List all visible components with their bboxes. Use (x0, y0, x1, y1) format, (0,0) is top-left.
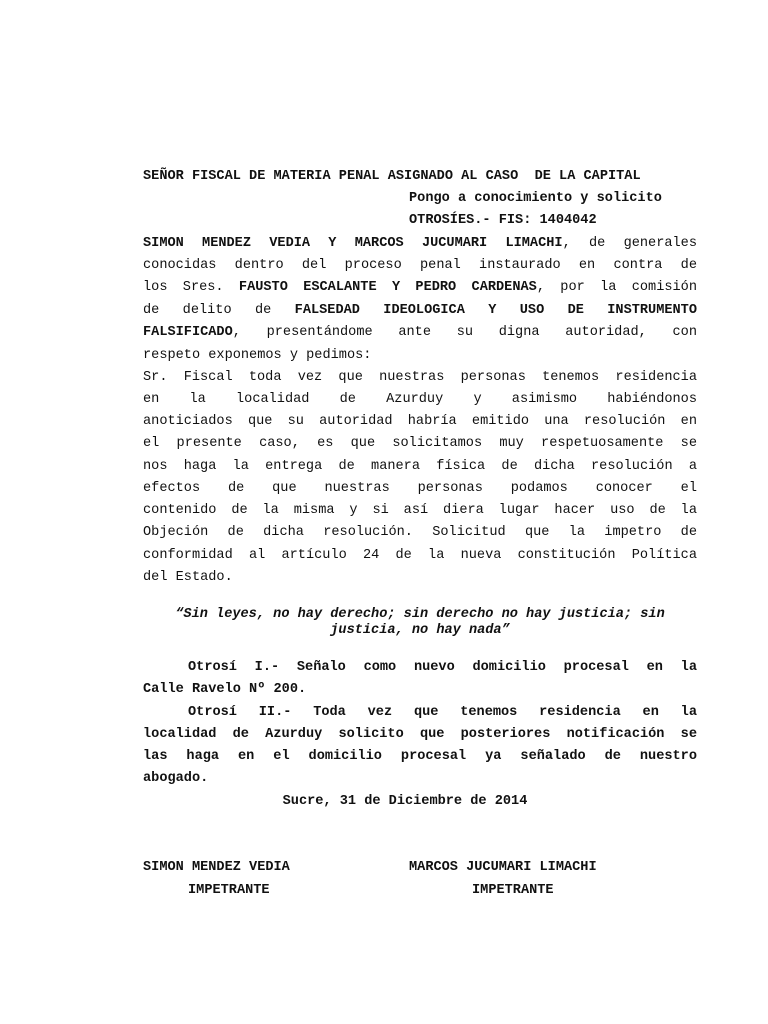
otrosi-2-line: Otrosí II.- Toda vez que tenemos residencia en la (188, 705, 697, 720)
date-line: Sucre, 31 de Diciembre de 2014 (282, 794, 528, 809)
body-line-4: de delito de FALSEDAD IDEOLOGICA Y USO DE INSTRUMENTO (143, 303, 697, 318)
paragraph-line: conformidad al artículo 24 de la nueva constitución Política (143, 548, 697, 563)
paragraph-line: anoticiados que su autoridad habría emitido una resolución en (143, 414, 697, 429)
signature-role-2: IMPETRANTE (472, 883, 554, 898)
otrosi-1-line-1: Otrosí I.- Señalo como nuevo domicilio procesal en la (188, 660, 697, 675)
accused-names: FAUSTO ESCALANTE Y PEDRO CARDENAS (238, 280, 537, 295)
paragraph-line: nos haga la entrega de manera física de dicha resolución a (143, 459, 697, 474)
signature-name-2: MARCOS JUCUMARI LIMACHI (409, 860, 597, 875)
document-heading: SEÑOR FISCAL DE MATERIA PENAL ASIGNADO AL CASO DE LA CAPITAL (143, 169, 641, 184)
otrosi-1-line-2: Calle Ravelo Nº 200. (143, 682, 307, 697)
otrosi-2-line: localidad de Azurduy solicito que posteriores notificación se (143, 727, 697, 742)
signature-name-1: SIMON MENDEZ VEDIA (143, 860, 290, 875)
petitioner-names: SIMON MENDEZ VEDIA Y MARCOS JUCUMARI LIMACHI (143, 236, 563, 251)
otrosi-2-line: las haga en el domicilio procesal ya señalado de nuestro (143, 749, 697, 764)
body-line-5: FALSIFICADO, presentándome ante su digna autoridad, con (143, 325, 697, 340)
signature-role-1: IMPETRANTE (188, 883, 270, 898)
quote: “Sin leyes, no hay derecho; sin derecho no hay justicia; sin justicia, no hay nada” (175, 607, 665, 638)
paragraph-line: Objeción de dicha resolución. Solicitud que la impetro de (143, 525, 697, 540)
paragraph-line: contenido de la misma y si así diera lugar hacer uso de la (143, 503, 697, 518)
otrosi-2-line: abogado. (143, 771, 209, 786)
body-line-6: respeto exponemos y pedimos: (143, 348, 372, 363)
paragraph-line: del Estado. (143, 570, 233, 585)
paragraph-line: el presente caso, es que solicitamos muy respetuosamente se (143, 436, 697, 451)
subheading-line-2: OTROSÍES.- FIS: 1404042 (409, 213, 597, 228)
paragraph-line: efectos de que nuestras personas podamos conocer el (143, 481, 697, 496)
body-line-1: SIMON MENDEZ VEDIA Y MARCOS JUCUMARI LIMACHI, de generales (143, 236, 697, 251)
body-line-2: conocidas dentro del proceso penal instaurado en contra de (143, 258, 697, 273)
subheading-line-1: Pongo a conocimiento y solicito (409, 191, 662, 206)
paragraph-line: Sr. Fiscal toda vez que nuestras personas tenemos residencia (143, 370, 697, 385)
crime-name: FALSEDAD IDEOLOGICA Y USO DE INSTRUMENTO (294, 303, 697, 318)
body-line-3: los Sres. FAUSTO ESCALANTE Y PEDRO CARDENAS, por la comisión (143, 280, 698, 295)
paragraph-line: en la localidad de Azurduy y asimismo habiéndonos (143, 392, 697, 407)
